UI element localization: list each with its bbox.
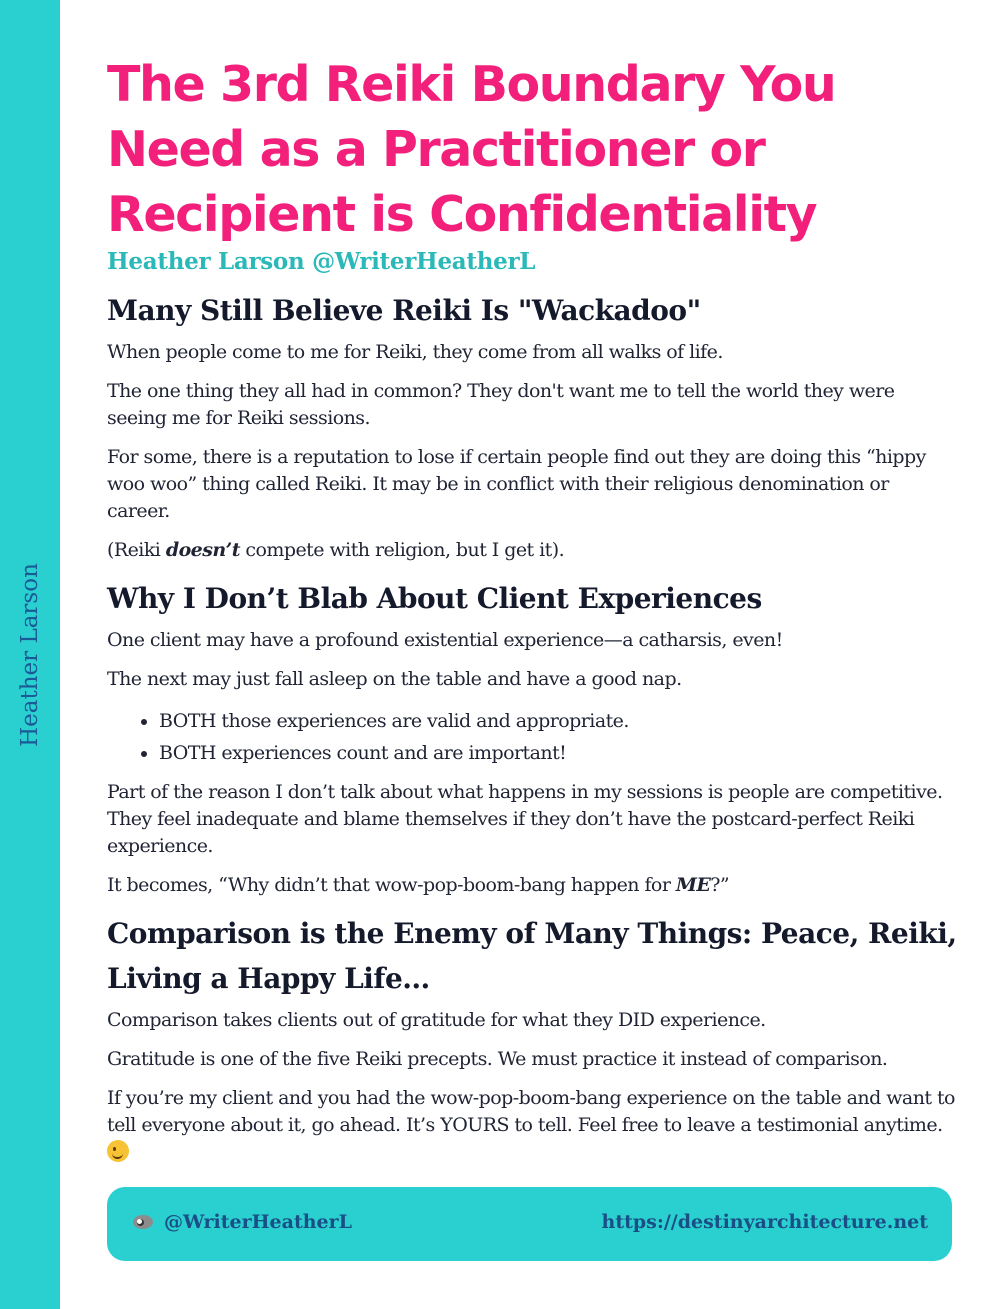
list-item: • BOTH experiences count and are important! [159, 737, 957, 769]
paragraph: For some, there is a reputation to lose if certain people find out they are doing this “hippy woo woo” thing called Reiki. It may be in conflict with their religious denomination or career. [107, 446, 926, 522]
paragraph: The one thing they all had in common? They don't want me to tell the world they were seeing me for Reiki sessions. [107, 380, 895, 429]
title-line: Need as a Practitioner or [107, 121, 765, 178]
text-run: If you’re my client and you had the wow-pop-boom-bang experience on the table and want to tell everyone about it, go ahead. It’s YOURS to tell. Feel free to leave a testimonial anytime. [107, 1087, 955, 1136]
section-heading: Many Still Believe Reiki Is "Wackadoo" [107, 294, 701, 327]
section-client-experiences [107, 576, 957, 899]
paragraph [107, 537, 957, 564]
title-line: The 3rd Reiki Boundary You [107, 56, 836, 113]
text-run: ?” [710, 874, 730, 896]
emphasis: doesn’t [165, 539, 240, 561]
footer-handle[interactable] [131, 1211, 352, 1233]
paragraph [107, 1085, 957, 1166]
paragraph: Part of the reason I don’t talk about what happens in my sessions is people are competitive. They feel inadequate and blame themselves if they don’t have the postcard-perfect Reiki experience. [107, 781, 943, 857]
sidebar-author: Heather Larson [17, 563, 43, 747]
text-run: compete with religion, but I get it). [239, 539, 565, 561]
section-heading: Why I Don’t Blab About Client Experiences [107, 582, 762, 615]
bird-icon [131, 1213, 155, 1231]
section-comparison [107, 911, 957, 1166]
paragraph: The next may just fall asleep on the table and have a good nap. [107, 668, 682, 690]
winking-face-icon [107, 1140, 129, 1162]
sidebar [0, 0, 60, 1309]
paragraph: Gratitude is one of the five Reiki precepts. We must practice it instead of comparison. [107, 1048, 888, 1070]
article [107, 52, 957, 1178]
emphasis: ME [675, 874, 711, 896]
footer-bar [107, 1187, 952, 1261]
bullet-list [107, 705, 957, 769]
website-link[interactable]: https://destinyarchitecture.net [601, 1211, 928, 1233]
byline: Heather Larson @WriterHeatherL [107, 248, 536, 275]
paragraph [107, 872, 957, 899]
page-title [107, 52, 957, 247]
text-run: It becomes, “Why didn’t that wow-pop-boom-bang happen for [107, 874, 676, 896]
section-wackadoo [107, 288, 957, 564]
paragraph: When people come to me for Reiki, they come from all walks of life. [107, 341, 723, 363]
text-run: (Reiki [107, 539, 166, 561]
section-heading: Comparison is the Enemy of Many Things: Peace, Reiki, Living a Happy Life… [107, 917, 957, 995]
paragraph: One client may have a profound existential experience—a catharsis, even! [107, 629, 783, 651]
list-item: • BOTH those experiences are valid and appropriate. [159, 705, 957, 737]
title-line: Recipient is Confidentiality [107, 186, 817, 243]
paragraph: Comparison takes clients out of gratitude for what they DID experience. [107, 1009, 766, 1031]
social-handle-link[interactable]: @WriterHeatherL [164, 1211, 352, 1233]
